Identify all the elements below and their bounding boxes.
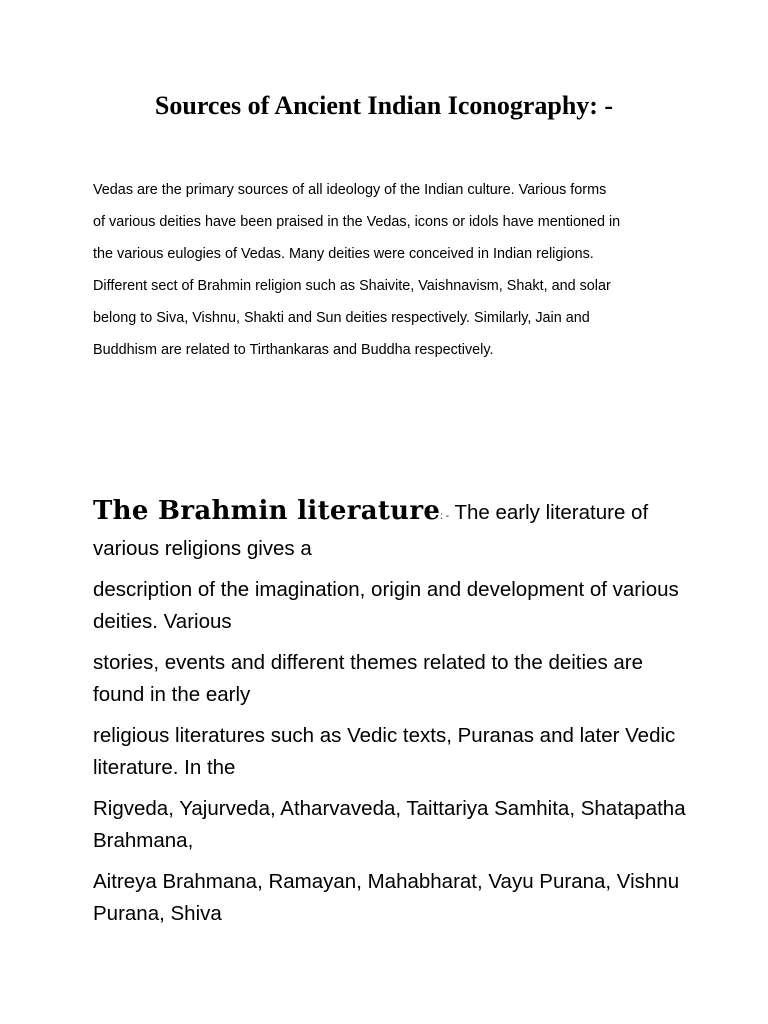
section-paragraph: Rigveda, Yajurveda, Atharvaveda, Taittariya Samhita, Shatapatha Brahmana, — [93, 797, 686, 852]
intro-paragraph: belong to Siva, Vishnu, Shakti and Sun deities respectively. Similarly, Jain and — [93, 310, 590, 326]
heading-separator: : - — [440, 511, 450, 522]
intro-paragraph: Vedas are the primary sources of all ideology of the Indian culture. Various forms — [93, 182, 607, 198]
brahmin-literature-section — [93, 495, 693, 939]
intro-paragraph: the various eulogies of Vedas. Many deities were conceived in Indian religions. — [93, 246, 594, 262]
section-first-paragraph — [93, 495, 693, 565]
section-paragraph: stories, events and different themes related to the deities are found in the early — [93, 651, 644, 706]
section-paragraph: description of the imagination, origin and development of various deities. Various — [93, 578, 679, 633]
section-first-text: The early literature of various religions gives a — [93, 501, 649, 560]
section-paragraph: Aitreya Brahmana, Ramayan, Mahabharat, Vayu Purana, Vishnu Purana, Shiva — [93, 870, 680, 925]
intro-paragraph: of various deities have been praised in the Vedas, icons or idols have mentioned in — [93, 214, 621, 230]
intro-section — [93, 179, 693, 371]
section-heading: The Brahmin literature — [93, 496, 441, 526]
intro-paragraph: Different sect of Brahmin religion such as Shaivite, Vaishnavism, Shakt, and solar — [93, 278, 611, 294]
document-title: Sources of Ancient Indian Iconography: - — [154, 91, 614, 120]
section-paragraph: religious literatures such as Vedic texts, Puranas and later Vedic literature. In the — [93, 724, 676, 779]
intro-paragraph: Buddhism are related to Tirthankaras and Buddha respectively. — [93, 342, 494, 358]
